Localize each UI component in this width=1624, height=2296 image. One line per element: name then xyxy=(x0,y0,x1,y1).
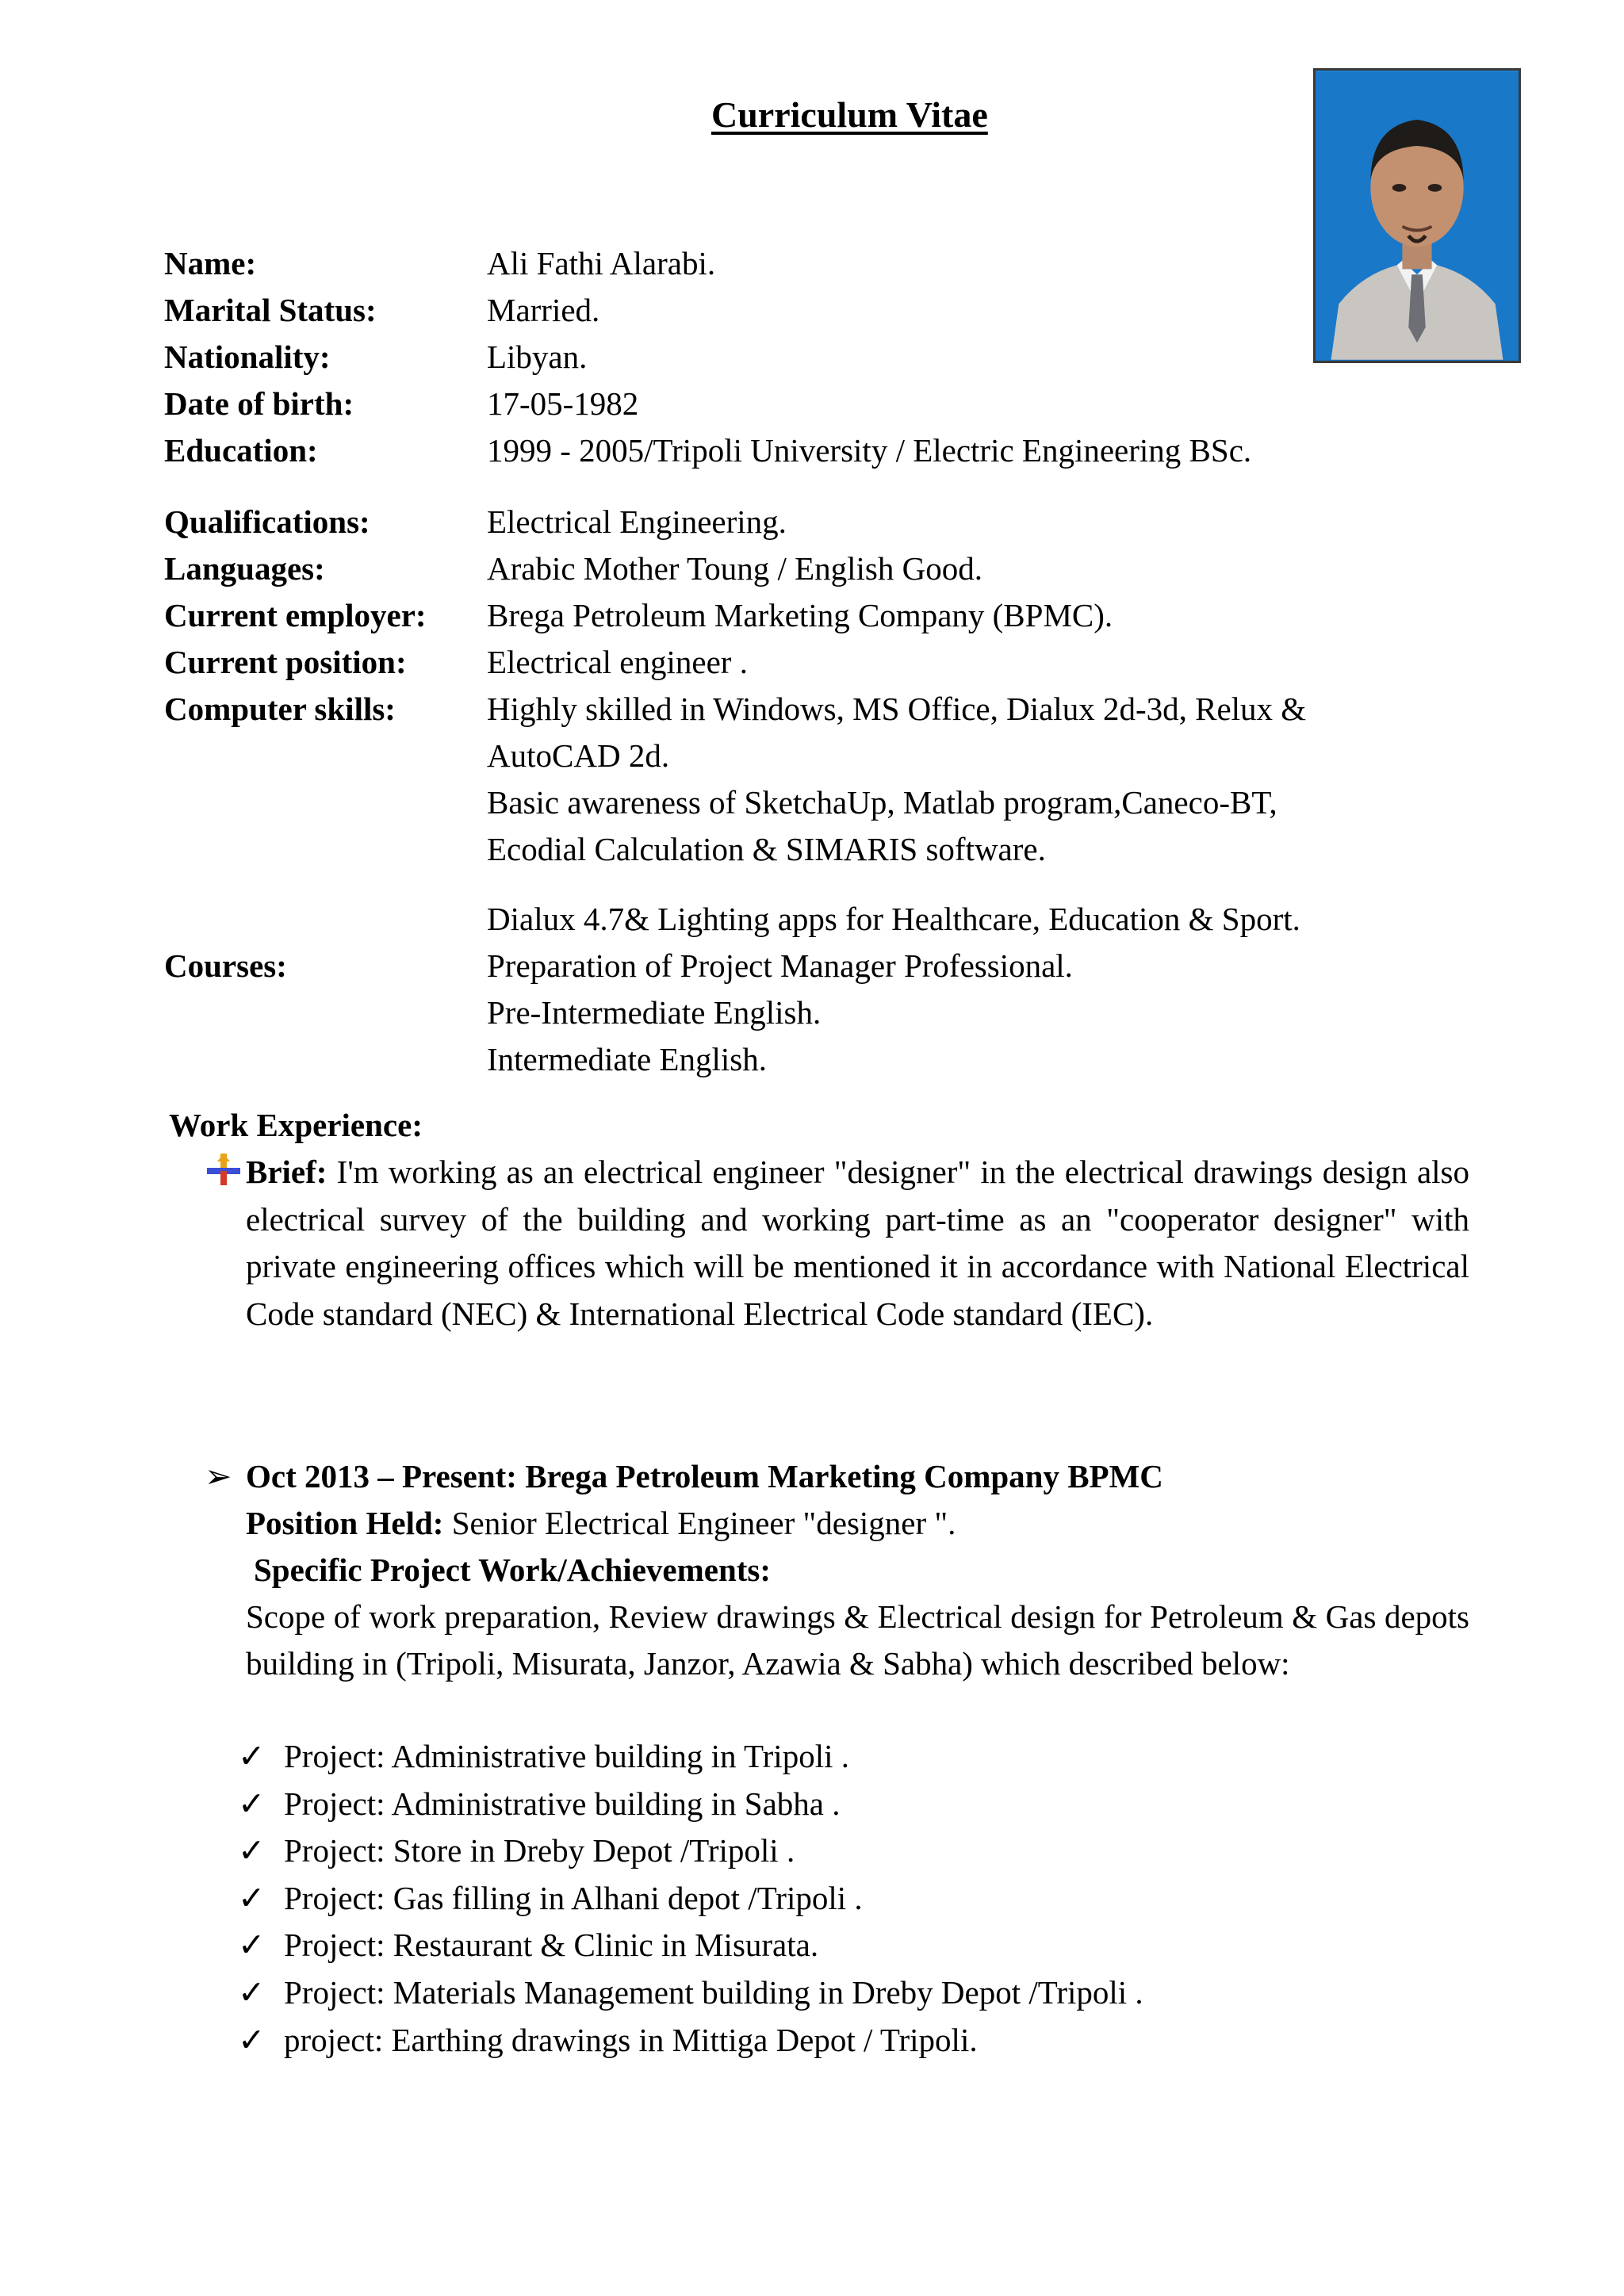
info-label: Current employer: xyxy=(164,597,427,633)
profile-photo xyxy=(1313,68,1521,363)
check-icon: ✓ xyxy=(238,1927,266,1964)
project-text: Project: Administrative building in Tripoli . xyxy=(284,1738,849,1774)
info-label: Education: xyxy=(164,432,318,469)
info-label: Qualifications: xyxy=(164,503,370,540)
person-portrait-icon xyxy=(1316,71,1519,361)
check-icon: ✓ xyxy=(238,1738,266,1774)
info-value: Libyan. xyxy=(487,339,588,375)
project-text: Project: Materials Management building in Dreby Depot /Tripoli . xyxy=(284,1973,1143,2011)
project-text: Project: Administrative building in Sabha . xyxy=(284,1785,841,1822)
brief-text: I'm working as an electrical engineer "designer" in the electrical drawings design also electrical survey of the building and working part-time as an "cooperator designer" with private engineering offices which will be mentioned it in accordance with National Electrical Code standard (NEC) & International Electrical Code standard (IEC). xyxy=(246,1154,1469,1332)
info-label: Marital Status: xyxy=(164,292,377,328)
check-icon: ✓ xyxy=(238,2021,266,2058)
info-label: Languages: xyxy=(164,550,325,587)
project-text: Project: Restaurant & Clinic in Misurata. xyxy=(284,1927,819,1964)
job-heading: Oct 2013 – Present: Brega Petroleum Marketing Company BPMC xyxy=(246,1458,1163,1494)
info-value: Ecodial Calculation & SIMARIS software. xyxy=(487,831,1046,867)
info-value: 1999 - 2005/Tripoli University / Electric Engineering BSc. xyxy=(487,432,1252,469)
info-label: Nationality: xyxy=(164,339,331,375)
info-value: Electrical engineer . xyxy=(487,644,748,680)
course-item: Pre-Intermediate English. xyxy=(487,994,822,1031)
info-label: Current position: xyxy=(164,644,407,680)
courses-label: Courses: xyxy=(164,947,287,984)
check-icon: ✓ xyxy=(238,1832,266,1869)
info-value: Brega Petroleum Marketing Company (BPMC). xyxy=(487,597,1113,633)
check-icon: ✓ xyxy=(238,1785,266,1822)
check-icon: ✓ xyxy=(238,1879,266,1916)
info-label: Date of birth: xyxy=(164,385,354,422)
position-value: Senior Electrical Engineer "designer ". xyxy=(443,1505,956,1541)
course-item: Intermediate English. xyxy=(487,1041,767,1077)
work-brief xyxy=(246,1149,1469,1337)
course-item: Dialux 4.7& Lighting apps for Healthcare, Education & Sport. xyxy=(487,901,1300,937)
info-value: Married. xyxy=(487,292,600,328)
document-title: Curriculum Vitae xyxy=(711,94,988,135)
info-label: Computer skills: xyxy=(164,691,396,727)
info-value: AutoCAD 2d. xyxy=(487,737,670,774)
project-text: project: Earthing drawings in Mittiga Depot / Tripoli. xyxy=(284,2021,978,2058)
brief-label: Brief: xyxy=(246,1154,327,1190)
scope-text: Scope of work preparation, Review drawings & Electrical design for Petroleum & Gas depots building in (Tripoli, Misurata, Janzor, Azawia & Sabha) which described below: xyxy=(246,1598,1469,1682)
info-value: Basic awareness of SketchaUp, Matlab program,Caneco-BT, xyxy=(487,784,1277,821)
check-icon: ✓ xyxy=(238,1973,266,2011)
arrow-bullet-icon xyxy=(207,1154,240,1185)
work-experience-title: Work Experience: xyxy=(169,1107,423,1143)
info-label: Name: xyxy=(164,245,257,281)
info-value: Ali Fathi Alarabi. xyxy=(487,245,716,281)
project-text: Project: Gas filling in Alhani depot /Tripoli . xyxy=(284,1879,863,1916)
arrow-bullet-icon: ➢ xyxy=(205,1458,232,1494)
position-held xyxy=(246,1500,956,1547)
info-value: Electrical Engineering. xyxy=(487,503,787,540)
specific-work-title: Specific Project Work/Achievements: xyxy=(254,1552,772,1588)
project-text: Project: Store in Dreby Depot /Tripoli . xyxy=(284,1832,795,1869)
position-label: Position Held: xyxy=(246,1505,444,1541)
info-value: 17-05-1982 xyxy=(487,385,639,422)
info-value: Highly skilled in Windows, MS Office, Dialux 2d-3d, Relux & xyxy=(487,691,1307,727)
course-item: Preparation of Project Manager Professional. xyxy=(487,947,1073,984)
info-value: Arabic Mother Toung / English Good. xyxy=(487,550,982,587)
